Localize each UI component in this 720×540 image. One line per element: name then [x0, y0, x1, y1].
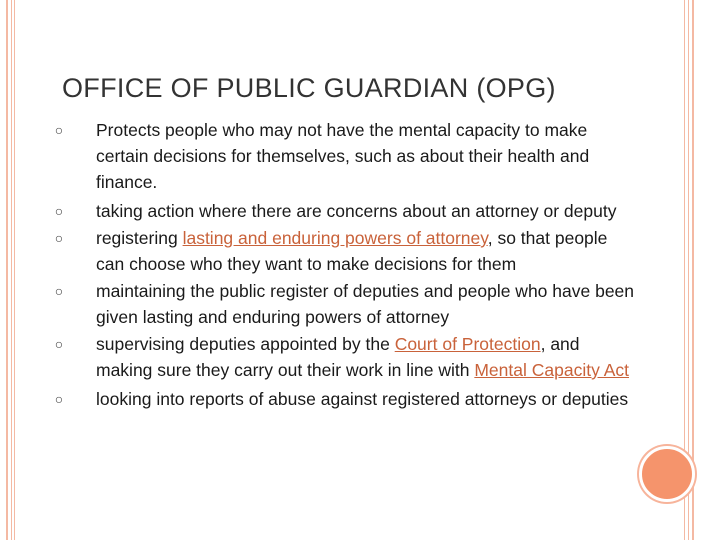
- decorative-circle: [639, 446, 695, 502]
- list-item-text: , so that people can choose who they want to make decisions for them: [96, 228, 608, 274]
- list-item: [48, 198, 638, 224]
- hollow-circle-bullet-icon: ○: [54, 203, 64, 219]
- list-item-text: Protects people who may not have the mental capacity to make certain decisions for themselves, such as about their health and finance.: [96, 120, 590, 192]
- right-border-line: [692, 0, 694, 540]
- list-item-text: registering: [96, 228, 183, 248]
- court-of-protection-link[interactable]: Court of Protection: [394, 334, 541, 354]
- list-item: [48, 278, 638, 330]
- list-item-text: taking action where there are concerns about an attorney or deputy: [96, 201, 617, 221]
- left-border-line: [11, 0, 12, 540]
- hollow-circle-bullet-icon: ○: [54, 230, 64, 246]
- slide-title: OFFICE OF PUBLIC GUARDIAN (OPG): [62, 73, 556, 103]
- left-border-line: [6, 0, 8, 540]
- list-item: [48, 386, 638, 412]
- hollow-circle-bullet-icon: ○: [54, 391, 64, 407]
- list-item: [48, 117, 638, 195]
- list-item-text: maintaining the public register of deputies and people who have been given lasting and enduring powers of attorney: [96, 281, 635, 327]
- slide-content: [24, 0, 692, 540]
- hollow-circle-bullet-icon: ○: [54, 122, 64, 138]
- list-item-text: , and making sure they carry out their work in line with: [96, 334, 580, 380]
- hollow-circle-bullet-icon: ○: [54, 336, 64, 352]
- list-item-text: looking into reports of abuse against registered attorneys or deputies: [96, 389, 629, 409]
- list-item-text: supervising deputies appointed by the: [96, 334, 395, 354]
- lpa-link[interactable]: lasting and enduring powers of attorney: [182, 228, 488, 248]
- list-item: [48, 225, 638, 277]
- mental-capacity-act-link[interactable]: Mental Capacity Act: [474, 360, 629, 380]
- bullet-list: [48, 117, 638, 415]
- left-border-line: [14, 0, 15, 540]
- hollow-circle-bullet-icon: ○: [54, 283, 64, 299]
- list-item: [48, 331, 638, 383]
